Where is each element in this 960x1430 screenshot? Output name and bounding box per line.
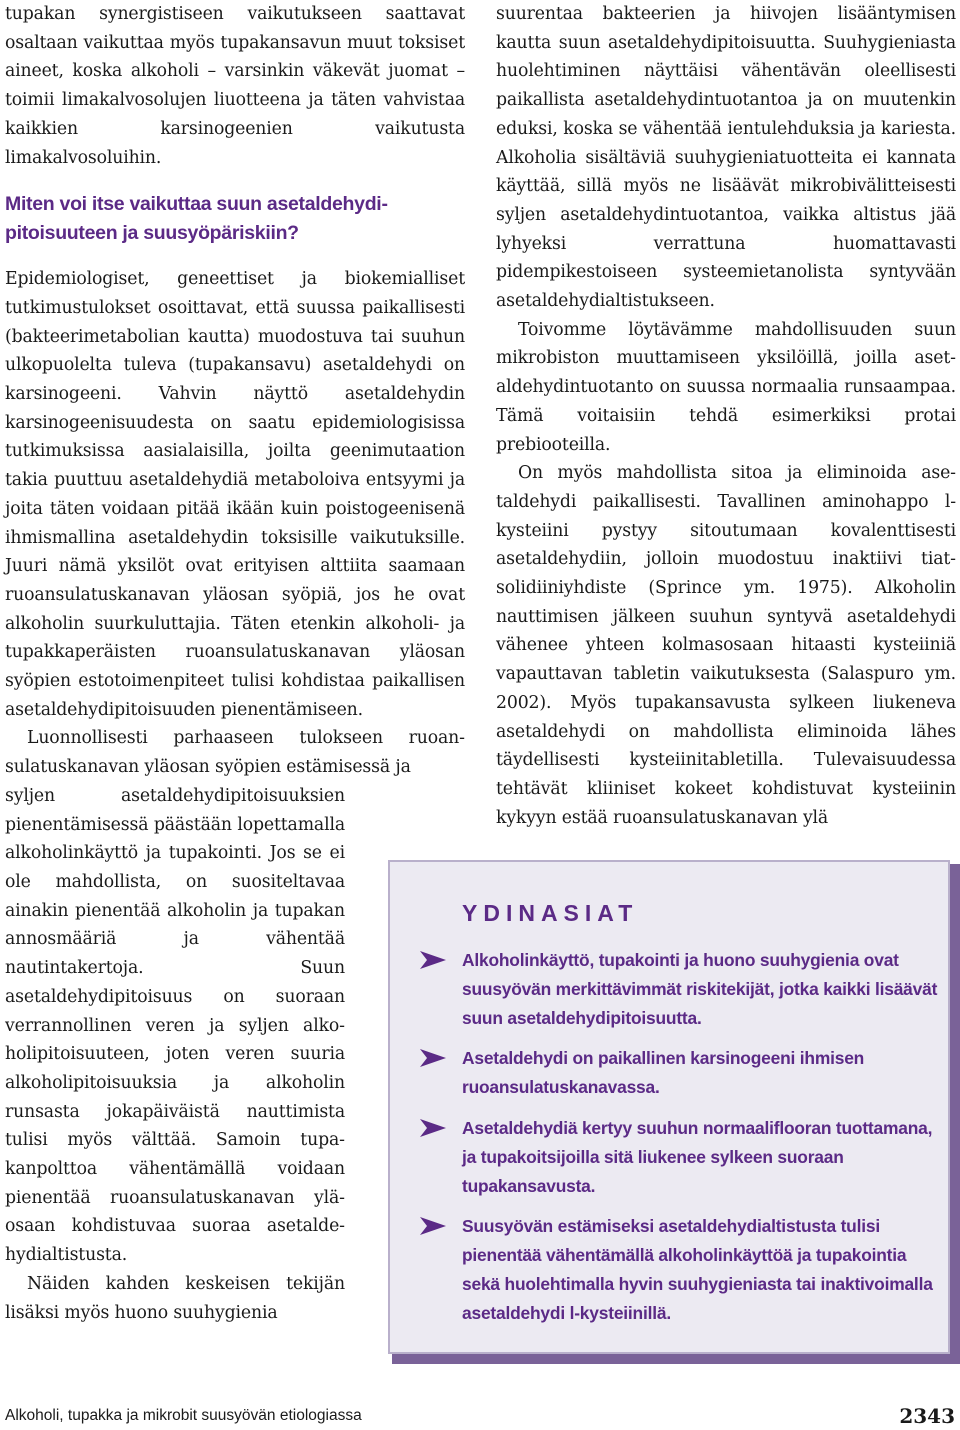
arrowhead-bullet-icon [420,951,446,969]
running-title: Alkoholi, tupakka ja mikrobit suusyövän etiologiassa [5,1407,362,1424]
key-point-text: Asetaldehydi on paikallinen karsinogeeni ihmisen ruoansulatuskanavassa. [462,1048,865,1098]
key-points-list [414,946,939,1340]
key-point-text: Alkoholinkäyttö, tupakointi ja huono suuhygienia ovat suusyövän merkittävimmät riskitekijät, jotka kaikki lisäävät suun asetaldehydipitoisuutta. [462,950,938,1028]
key-point-text: Suusyövän estämiseksi asetaldehydialtistusta tulisi pienentää vähentämällä alkoholinkäyttöä ja tupakointia sekä huolehtimalla hyvin suuhygieniasta tai inaktivoimalla asetaldehydi l-kysteiinillä. [462,1216,933,1323]
right-column [496,0,956,832]
paragraph: suurentaa bakteerien ja hiivojen lisääntymisen kautta suun asetaldehydipitoisuutta. Suuhygieniasta huolehtiminen näyttäisi vähentävän oleellisesti paikallista asetaldehydintuotantoa ja on muutenkin eduksi, koska se vähentää ientulehduksia ja kariesta. Alkoholia sisältäviä suuhygieniatuotteita ei kannata käyttää, sillä myös ne lisäävät mikrobivälitteisesti syljen asetaldehydintuotantoa, vaikka altistus jää lyhyeksi verrattuna huomattavasti pidempikestoiseen systeemietanolista syntyvään asetaldehydialtistukseen. [496,4,956,312]
key-point-item [414,1212,939,1327]
key-points-title: YDINASIAT [462,900,639,926]
paragraph: tupakan synergistiseen vaikutukseen saattavat osaltaan vaikuttaa myös tupakansavun muut toksiset aineet, koska alkoholi – varsinkin väkevät juomat – toimii limakalvosolujen liuotteena ja täten vahvistaa kaikkien karsinogeenien vaikutusta limakalvosoluihin. [5,4,465,168]
page-number: 2343 [899,1404,955,1428]
paragraph: Luonnollisesti parhaaseen tulokseen ruoansulatuskanavan yläosan syöpien estämisessä ja [5,728,465,778]
key-point-item [414,946,939,1032]
key-points-box [388,860,960,1364]
paragraph-continued: syljen asetaldehydipitoisuuksien pienentämisessä päästään lopettamalla alkoholinkäyttö ja tupakointi. Jos se ei ole mahdollista, on suositeltavaa ainakin pienentää alkoholin ja tupakan annosmääriä ja vähentää nautintakertoja. Suun asetaldehydipitoisuus on suoraan verrannollinen veren ja syljen alkoholipitoisuuteen, joten veren suuria alkoholipitoisuuksia ja alkoholin runsasta jokapäiväistä nauttimista tulisi myös välttää. Samoin tupakanpolttoa vähentämällä voidaan pienentää ruoansulatuskanavan yläosaan kohdistuvaa suoraa asetaldehydialtistusta. [5,785,345,1266]
arrowhead-bullet-icon [420,1217,446,1235]
paragraph: On myös mahdollista sitoa ja eliminoida asetaldehydi paikallisesti. Tavallinen aminohappo l-kysteiini pystyy sitoutumaan kovalenttisesti asetaldehydiin, jolloin muodostuu inaktiivi tiatsolidiiniyhdiste (Sprince ym. 1975). Alkoholin nauttimisen jälkeen suuhun syntyvä asetaldehydi vähenee yhteen kolmasosaan hitaasti kysteiiniä vapauttavan tabletin vaikutuksesta (Salaspuro ym. 2002). Myös tupakansavusta sylkeen liukeneva asetaldehydi on mahdollista eliminoida lähes täydellisesti kysteiinitabletilla. Tulevaisuudessa tehtävät kliiniset kokeet kohdistuvat kysteiinin kykyyn estää ruoansulatuskanavan ylä [496,463,956,828]
paragraph: Toivomme löytävämme mahdollisuuden suun mikrobiston muuttamiseen yksilöillä, joilla asetaldehydintuotanto on suussa normaalia runsaampaa. Tämä voitaisiin tehdä esimerkiksi protai prebiooteilla. [496,319,956,455]
key-points-box-panel [388,860,950,1354]
key-point-item [414,1044,939,1102]
key-point-text: Asetaldehydiä kertyy suuhun normaaliflooran tuottamana, ja tupakoitsijoilla sitä liukenee sylkeen suoraan tupakansavusta. [462,1117,933,1196]
arrowhead-bullet-icon [420,1049,446,1067]
section-heading: Miten voi itse vaikuttaa suun asetaldehydipitoisuuteen ja suusyöpäriskiin? [5,193,388,244]
paragraph: Epidemiologiset, geneettiset ja biokemialliset tutkimustulokset osoittavat, että suussa paikallisesti (bakteerimetabolian kautta) muodostuva tai suuhun ulkopuolelta tuleva (tupakansavu) asetaldehydi on karsinogeeni. Vahvin näyttö asetaldehydin karsinogeenisuudesta on saatu epidemiologisissa tutkimuksissa aasialaisilla, joilta geenimutaation takia puuttuu asetaldehydiä metaboloiva entsyymi ja joita täten voidaan pitää ikään kuin poistogeenisenä ihmismallina asetaldehydin toksisille vaikutuksille. Juuri nämä yksilöt ovat erityisen alttiita saamaan ruoansulatuskanavan yläosan syöpiä, jos he ovat alkoholin suurkuluttajia. Täten etenkin alkoholi- ja tupakkaperäisten ruoansulatuskanavan yläosan syöpien estotoimenpiteet tulisi kohdistaa paikallisen asetaldehydipitoisuuden pienentämiseen. [5,269,465,720]
arrowhead-bullet-icon [420,1119,446,1137]
key-point-item [414,1114,939,1200]
paragraph: Näiden kahden keskeisen tekijän lisäksi myös huono suuhygienia [5,1273,345,1323]
